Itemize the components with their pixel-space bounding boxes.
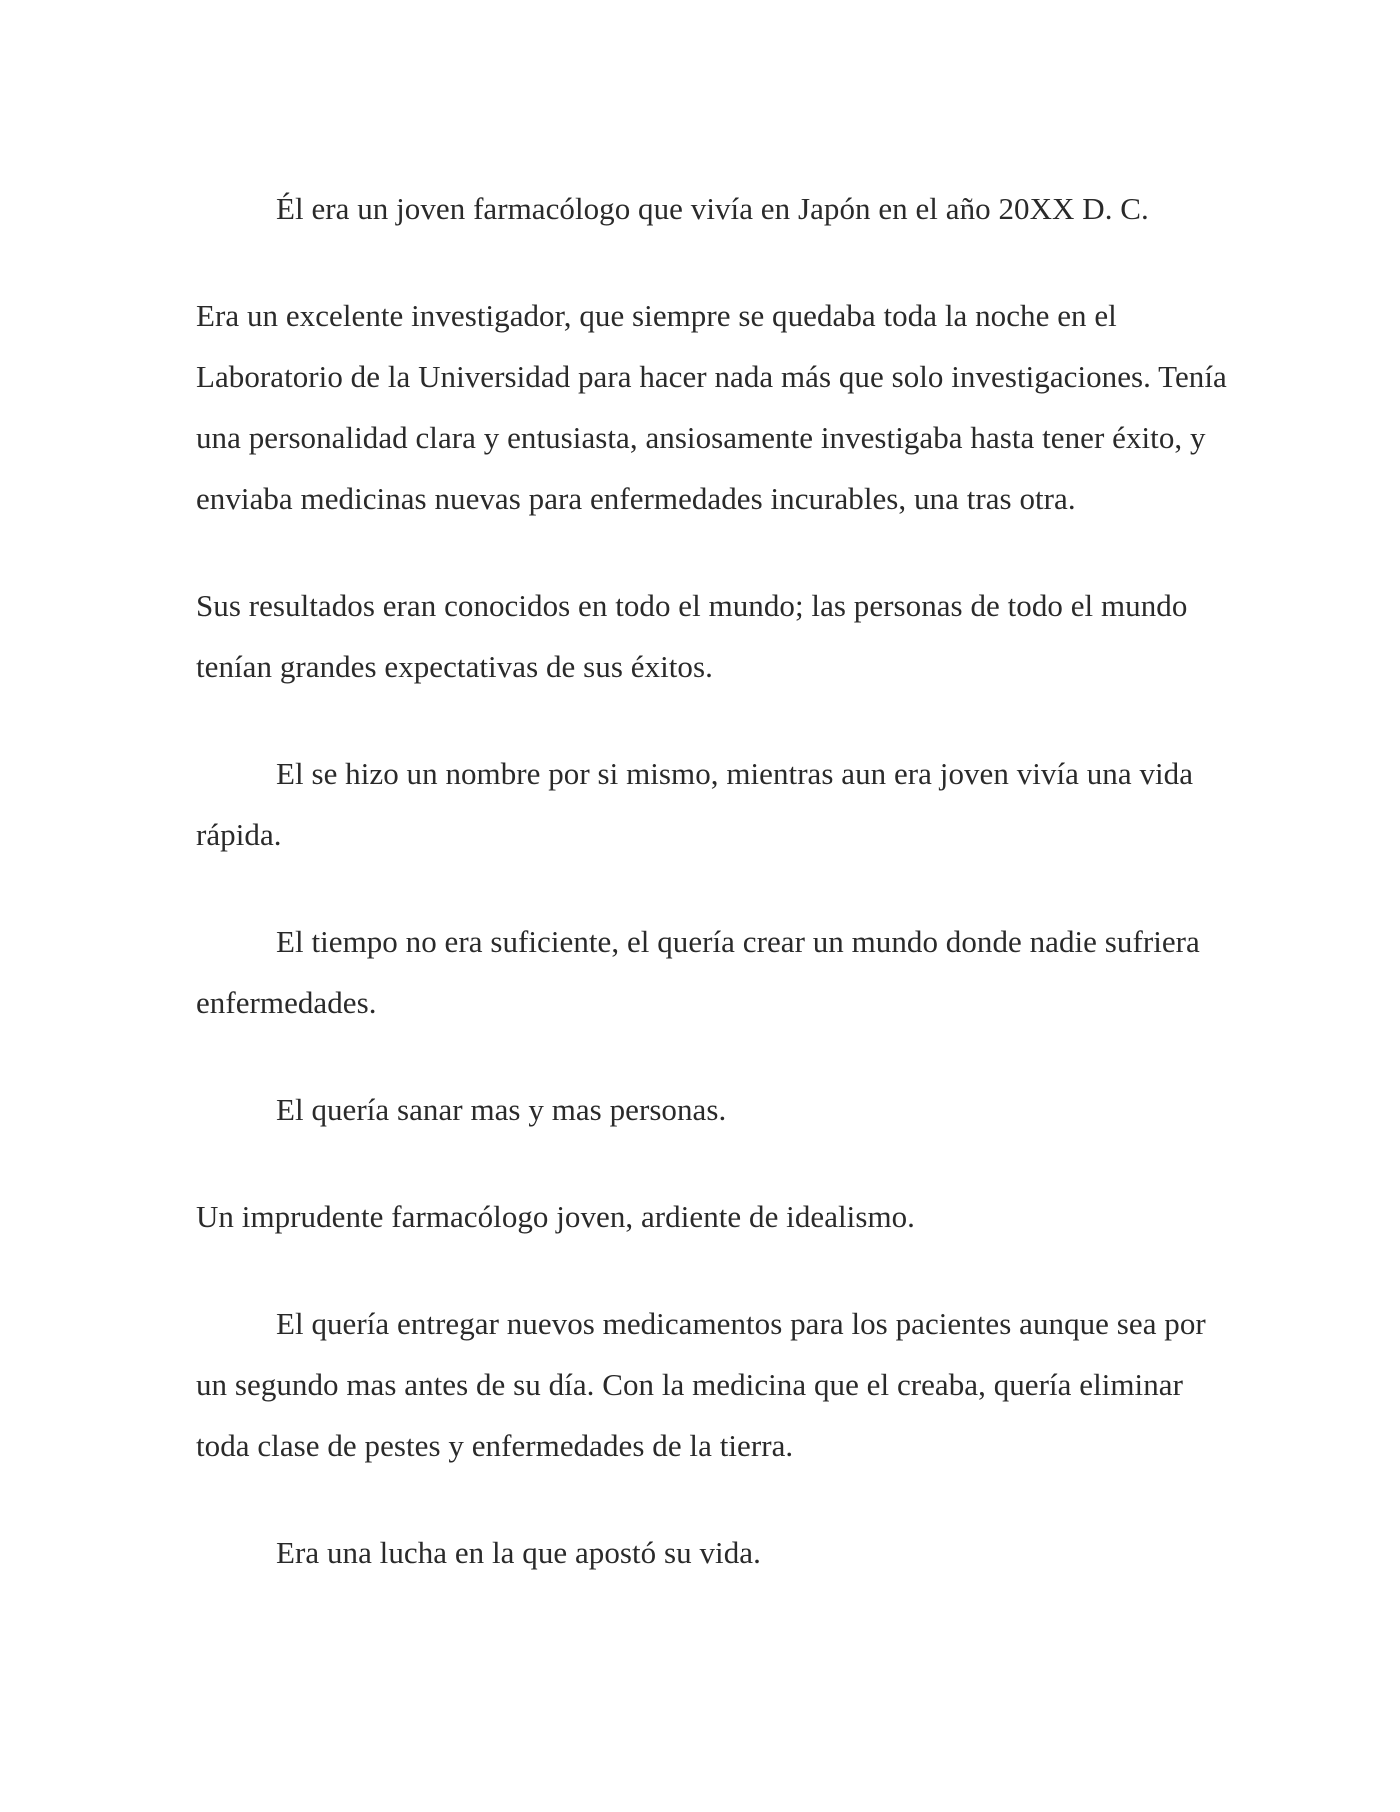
paragraph-6: El quería sanar mas y mas personas.: [276, 1092, 727, 1127]
paragraph-9: Era una lucha en la que apostó su vida.: [276, 1535, 761, 1570]
paragraph-3: Sus resultados eran conocidos en todo el mundo; las personas de todo el mundo tenían grandes expectativas de sus éxitos.: [196, 588, 1188, 684]
paragraph-7: Un imprudente farmacólogo joven, ardiente de idealismo.: [196, 1199, 915, 1234]
paragraph-2: Era un excelente investigador, que siempre se quedaba toda la noche en el Laboratorio de la Universidad para hacer nada más que solo investigaciones. Tenía una personalidad clara y entusiasta, ansiosamente investigaba hasta tener éxito, y enviaba medicinas nuevas para enfermedades incurables, una tras otra.: [196, 298, 1227, 516]
paragraph-4: El se hizo un nombre por si mismo, mientras aun era joven vivía una vida rápida.: [196, 756, 1194, 852]
paragraph-5: El tiempo no era suficiente, el quería crear un mundo donde nadie sufriera enfermedades.: [196, 924, 1200, 1020]
paragraph-1: Él era un joven farmacólogo que vivía en Japón en el año 20XX D. C.: [276, 191, 1149, 226]
paragraph-8: El quería entregar nuevos medicamentos para los pacientes aunque sea por un segundo mas antes de su día. Con la medicina que el creaba, quería eliminar toda clase de pestes y enfermedades de la tierra.: [196, 1306, 1206, 1463]
